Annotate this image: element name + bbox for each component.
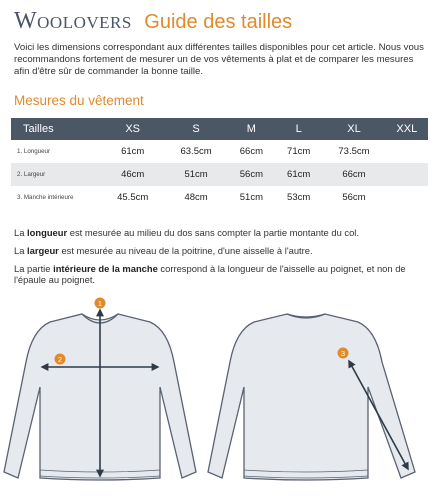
table-cell xyxy=(386,163,428,186)
svg-text:1: 1 xyxy=(97,299,103,308)
column-header: XXL xyxy=(386,118,428,140)
marker-3 xyxy=(338,348,349,359)
table-cell: 46cm xyxy=(101,163,164,186)
brand-initial: W xyxy=(14,8,38,34)
marker-1 xyxy=(95,298,106,309)
marker-2 xyxy=(55,354,66,365)
row-label: 1. Longueur xyxy=(17,148,51,155)
table-row xyxy=(11,163,428,186)
sweater-illustration xyxy=(0,292,438,500)
column-header: XL xyxy=(322,118,385,140)
note-sleeve: La partie intérieure de la manche correspond à la longueur de l'aisselle au poignet, et non de l'épaule au poignet. xyxy=(14,263,406,285)
row-label: 3. Manche intérieure xyxy=(17,194,74,201)
table-cell xyxy=(386,186,428,209)
column-header: Tailles xyxy=(11,118,101,140)
table-cell xyxy=(386,140,428,163)
table-cell: 56cm xyxy=(228,163,275,186)
measurement-notes xyxy=(14,227,428,292)
table-cell: 61cm xyxy=(275,163,322,186)
section-title: Mesures du vêtement xyxy=(14,93,144,108)
table-cell: 61cm xyxy=(121,146,145,157)
table-row xyxy=(11,140,428,163)
row-label: 2. Largeur xyxy=(11,163,101,186)
table-cell: 66cm xyxy=(239,146,263,157)
table-cell: 63.5cm xyxy=(180,146,212,157)
svg-text:3: 3 xyxy=(340,349,346,358)
table-cell: 73.5cm xyxy=(338,146,370,157)
table-cell: 53cm xyxy=(287,192,311,203)
header xyxy=(14,8,292,38)
svg-text:2: 2 xyxy=(57,355,63,364)
table-header-row xyxy=(11,118,428,140)
note-width: La largeur est mesurée au niveau de la poitrine, d'une aisselle à l'autre. xyxy=(14,245,313,256)
brand-logo xyxy=(14,8,132,34)
sweater-front xyxy=(4,298,196,481)
table-row xyxy=(11,186,428,209)
intro-text: Voici les dimensions correspondant aux différentes tailles disponibles pour cet article. Nous vous recommandons fortement de mesurer un de vos vêtements à plat et de comparer les mesures afin d'être sûr de commander la bonne taille. xyxy=(14,42,424,77)
table-cell: 51cm xyxy=(239,192,263,203)
table-cell: 45.5cm xyxy=(117,192,149,203)
table-cell: 48cm xyxy=(184,192,208,203)
sweater-back xyxy=(208,314,415,480)
table-cell: 66cm xyxy=(322,163,385,186)
page-title: Guide des tailles xyxy=(144,11,293,33)
note-length: La longueur est mesurée au milieu du dos sans compter la partie montante du col. xyxy=(14,227,359,238)
brand-rest: oolovers xyxy=(37,8,132,34)
column-header: XS xyxy=(101,118,164,140)
column-header: M xyxy=(228,118,275,140)
table-cell: 56cm xyxy=(342,192,366,203)
column-header: S xyxy=(164,118,227,140)
table-cell: 71cm xyxy=(287,146,311,157)
column-header: L xyxy=(275,118,322,140)
size-table xyxy=(11,118,428,209)
table-cell: 51cm xyxy=(164,163,227,186)
